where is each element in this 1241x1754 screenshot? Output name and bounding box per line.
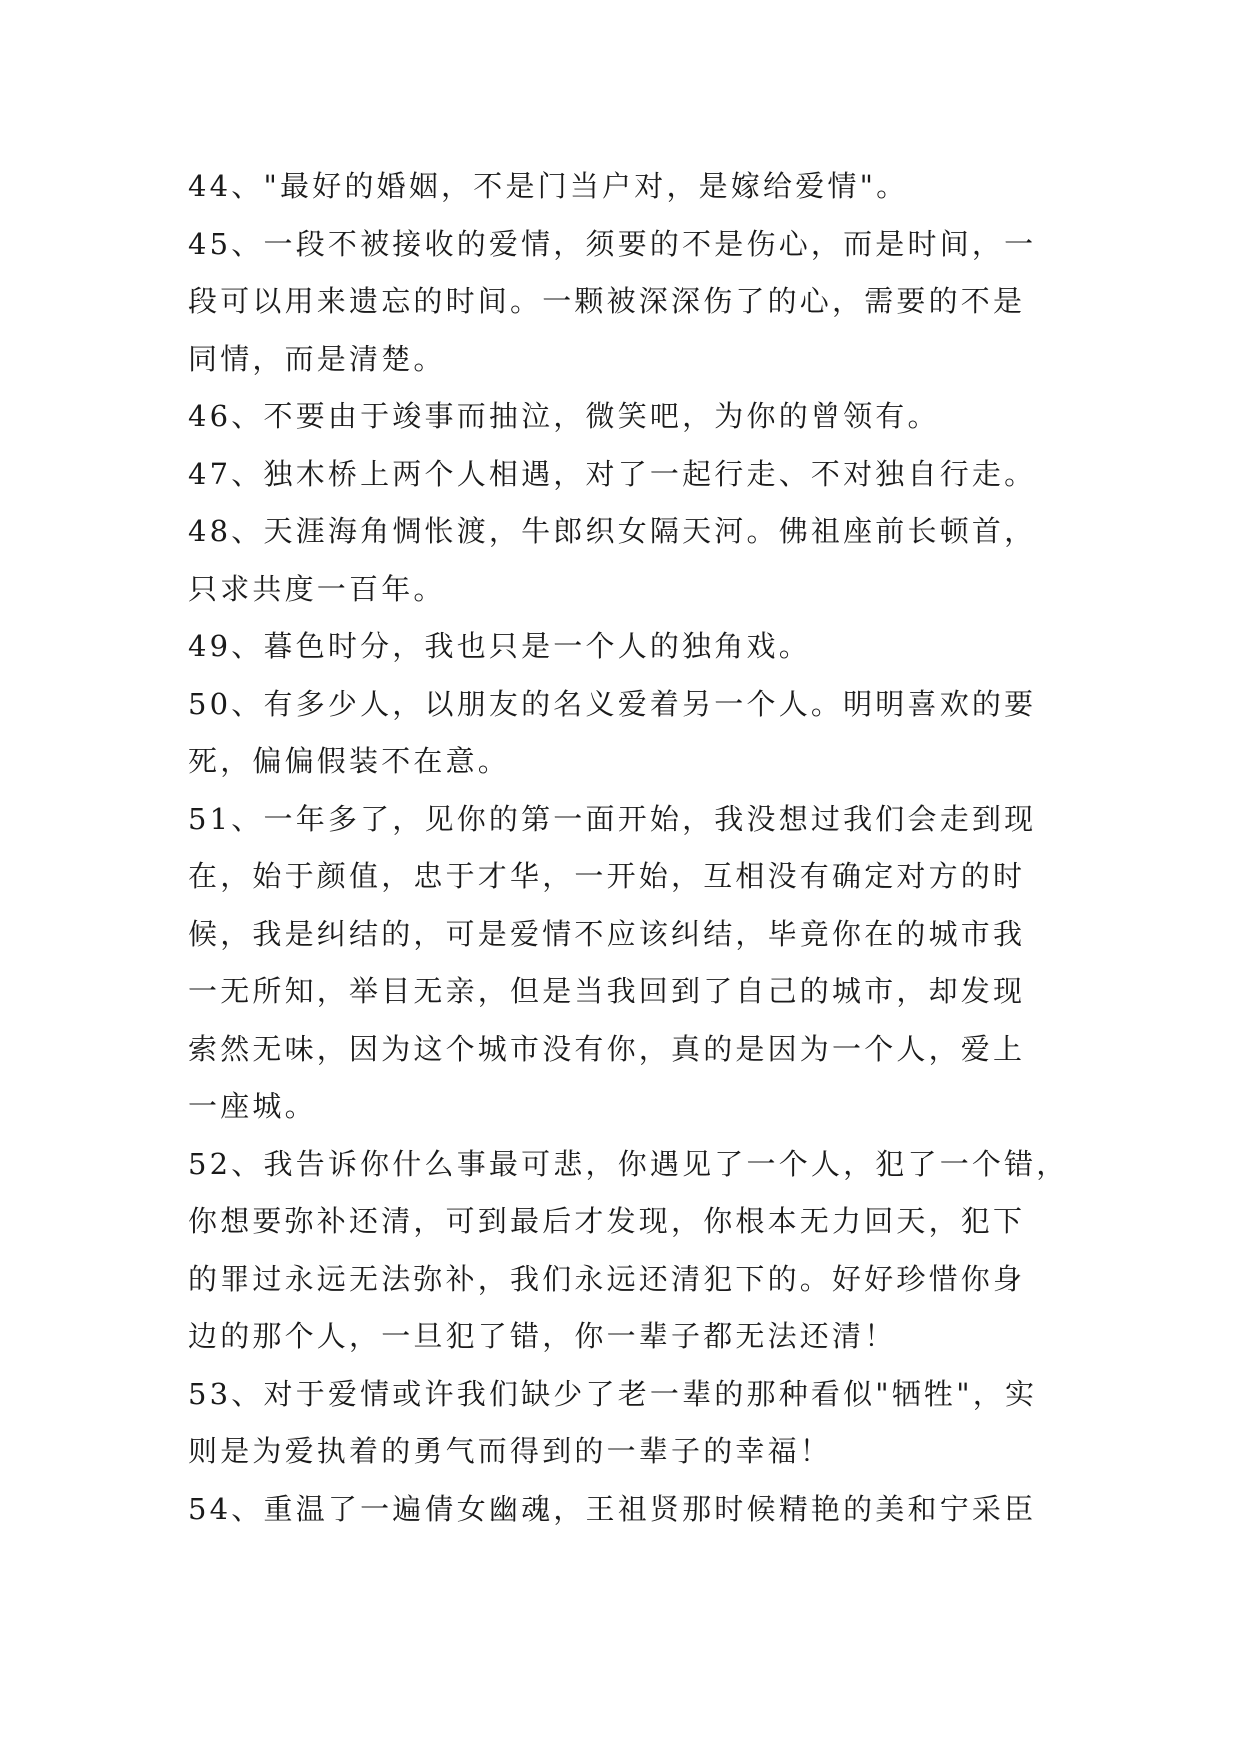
text-line: 的罪过永远无法弥补，我们永远还清犯下的。好好珍惜你身	[188, 1261, 1026, 1296]
text-line: 你想要弥补还清，可到最后才发现，你根本无力回天，犯下	[188, 1204, 1026, 1238]
text-line: 索然无味，因为这个城市没有你，真的是因为一个人，爱上	[188, 1031, 1026, 1066]
text-line: 只求共度一百年。	[188, 571, 446, 606]
text-line: 44、"最好的婚姻，不是门当户对，是嫁给爱情"。	[188, 169, 909, 203]
text-line: 54、重温了一遍倩女幽魂，王祖贤那时候精艳的美和宁采臣	[188, 1491, 1037, 1526]
text-line: 51、一年多了，见你的第一面开始，我没想过我们会走到现	[188, 801, 1037, 836]
text-line: 47、独木桥上两个人相遇，对了一起行走、不对独自行走。	[188, 456, 1037, 491]
text-line: 在，始于颜值，忠于才华，一开始，互相没有确定对方的时	[188, 859, 1026, 893]
text-line: 52、我告诉你什么事最可悲，你遇见了一个人，犯了一个错，	[188, 1146, 1069, 1181]
text-line: 53、对于爱情或许我们缺少了老一辈的那种看似"牺牲"，实	[188, 1376, 1038, 1411]
text-line: 一无所知，举目无亲，但是当我回到了自己的城市，却发现	[188, 974, 1026, 1008]
text-line: 则是为爱执着的勇气而得到的一辈子的幸福！	[188, 1434, 833, 1468]
text-line: 段可以用来遗忘的时间。一颗被深深伤了的心，需要的不是	[188, 284, 1026, 318]
text-line: 死，偏偏假装不在意。	[188, 744, 511, 778]
text-line: 同情，而是清楚。	[188, 341, 446, 376]
text-line: 候，我是纠结的，可是爱情不应该纠结，毕竟你在的城市我	[188, 916, 1026, 951]
text-line: 边的那个人，一旦犯了错，你一辈子都无法还清！	[188, 1319, 897, 1353]
text-line: 49、暮色时分，我也只是一个人的独角戏。	[188, 629, 811, 663]
text-line: 45、一段不被接收的爱情，须要的不是伤心，而是时间，一	[188, 226, 1037, 261]
text-line: 50、有多少人，以朋友的名义爱着另一个人。明明喜欢的要	[188, 686, 1037, 721]
text-line: 一座城。	[188, 1089, 317, 1123]
document-body	[188, 158, 1068, 1538]
text-line: 48、天涯海角惆怅渡，牛郎织女隔天河。佛祖座前长顿首，	[188, 514, 1037, 548]
text-line: 46、不要由于竣事而抽泣，微笑吧，为你的曾领有。	[188, 399, 940, 433]
